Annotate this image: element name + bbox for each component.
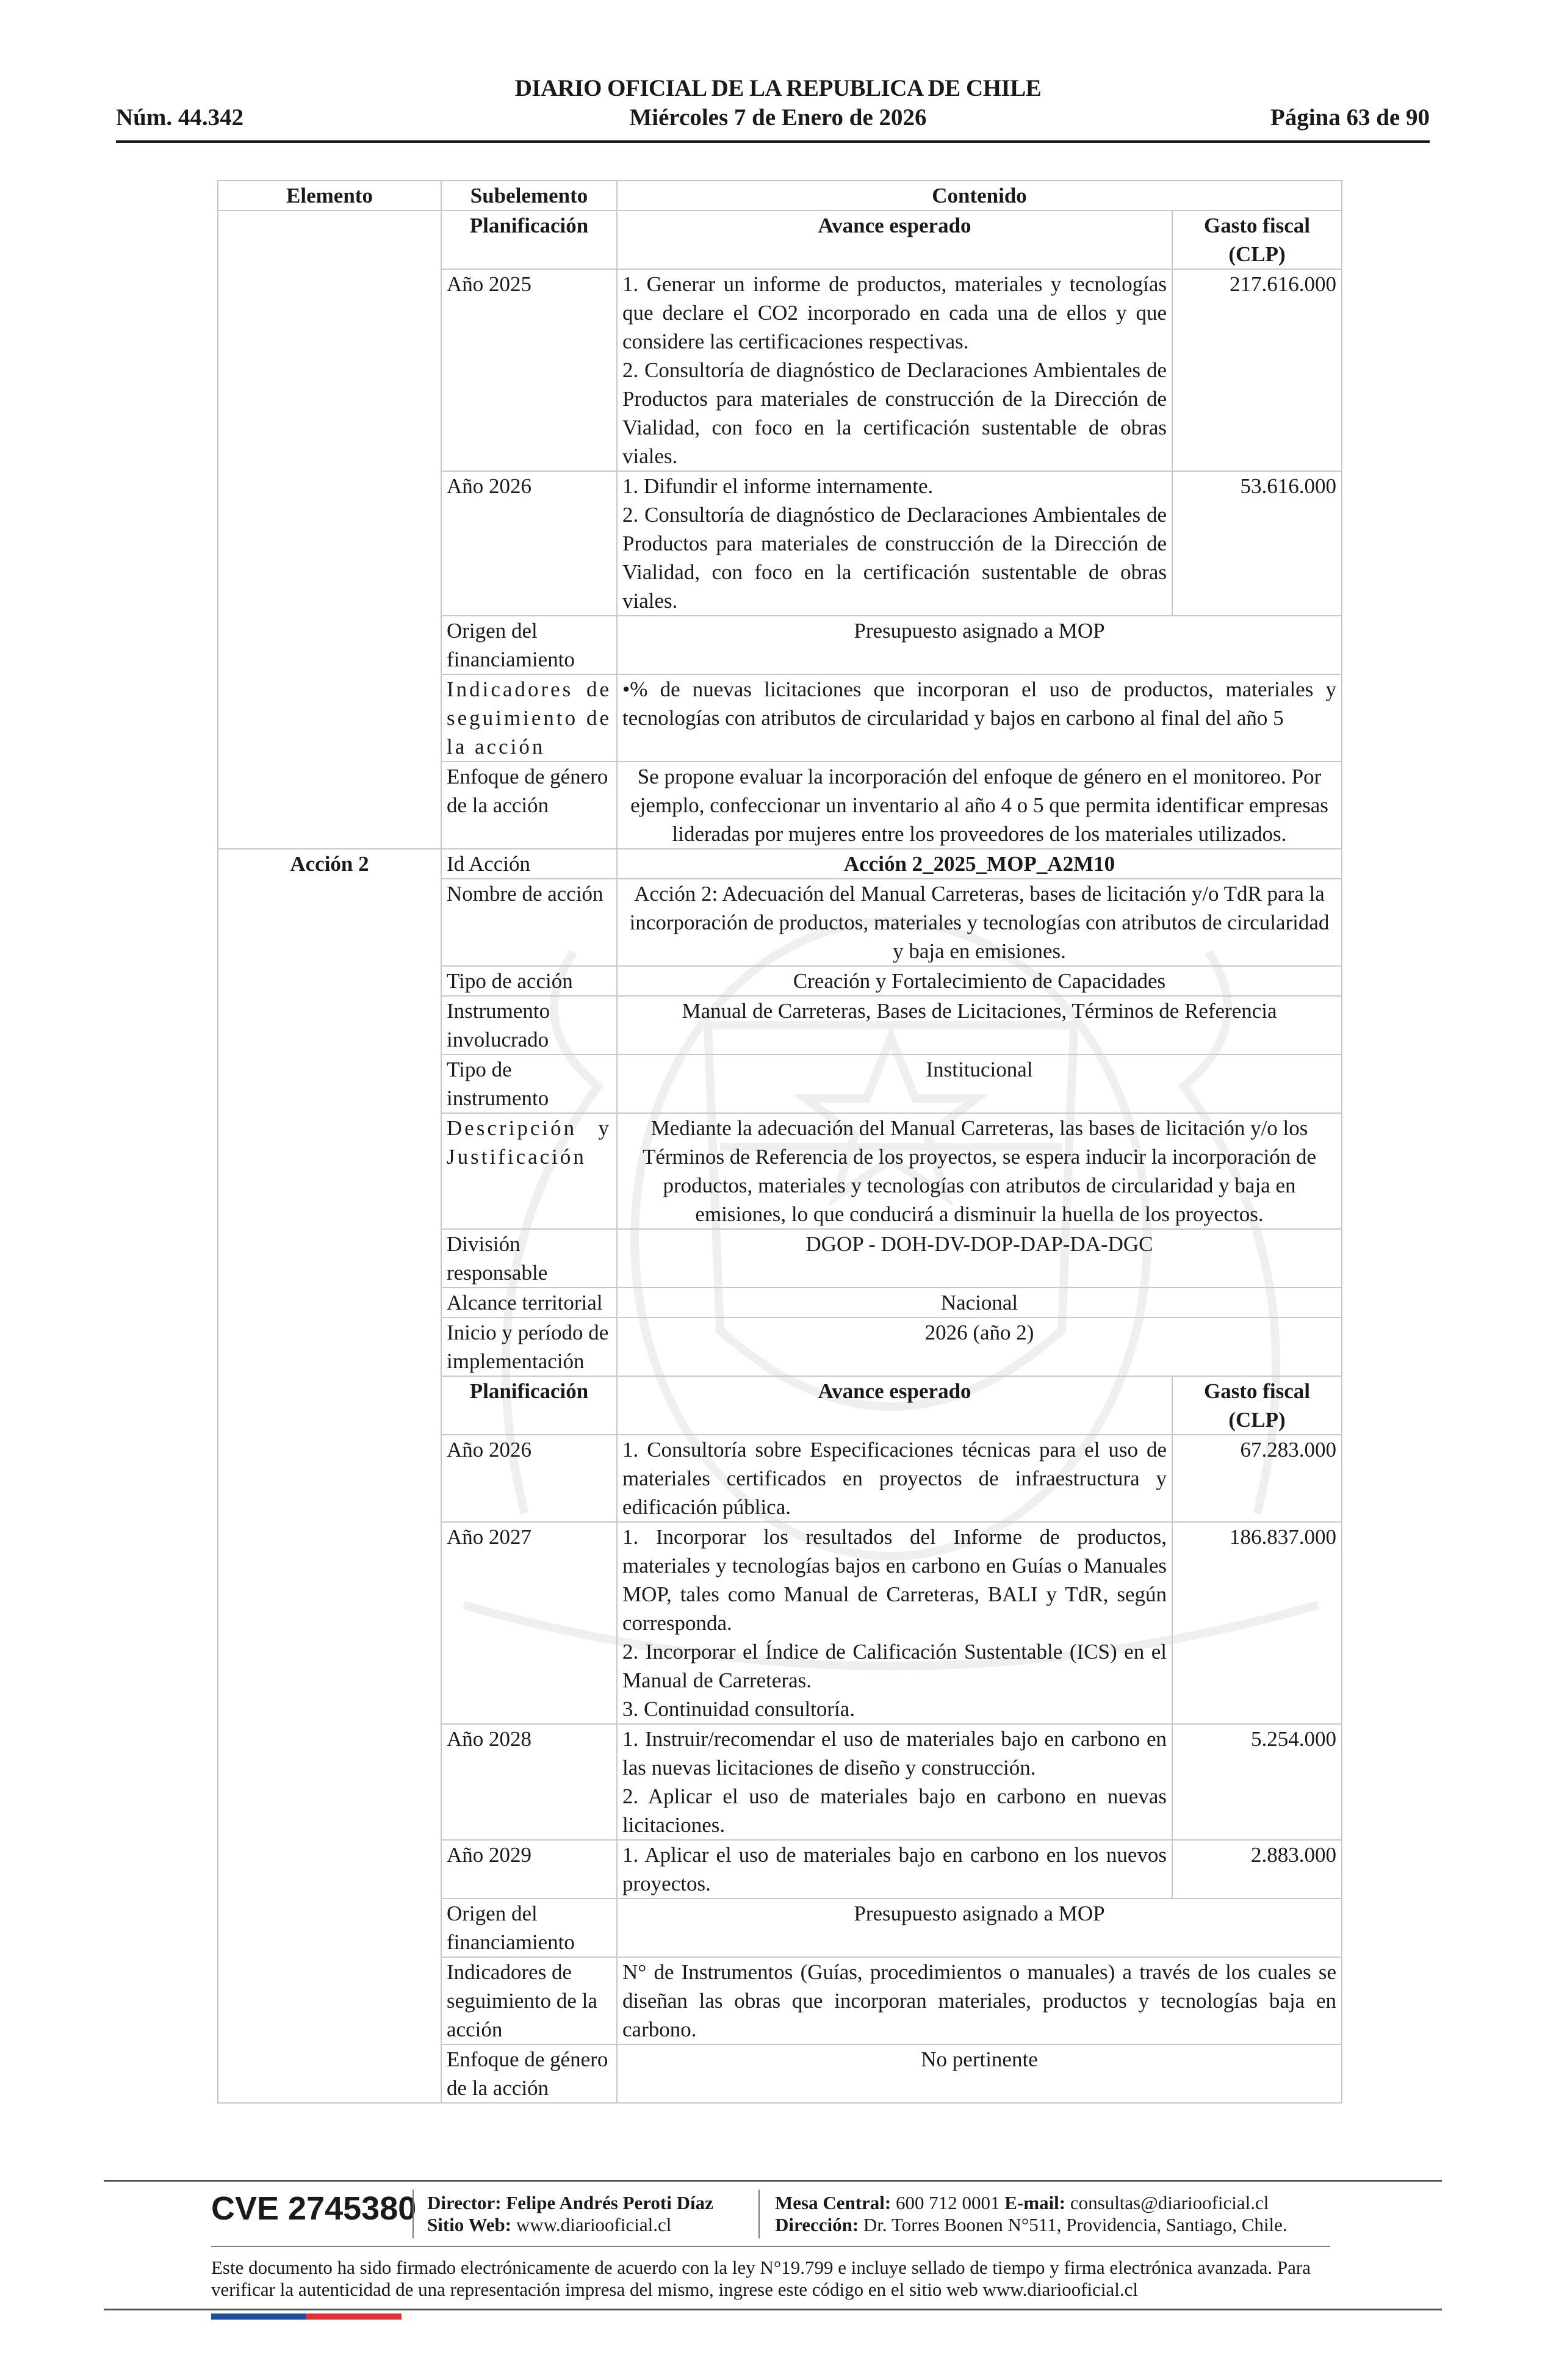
col-header-elemento: Elemento xyxy=(218,181,441,211)
field-label: Enfoque de género de la acción xyxy=(441,2044,617,2103)
mesa-label: Mesa Central: xyxy=(775,2192,891,2213)
newspaper-title: DIARIO OFICIAL DE LA REPUBLICA DE CHILE xyxy=(514,75,1042,101)
field-label: Indicadores de seguimiento de la acción xyxy=(441,674,617,762)
plan-avance xyxy=(617,1724,1172,1840)
plan-year: Año 2026 xyxy=(441,471,617,616)
direccion-value: Dr. Torres Boonen N°511, Providencia, Santiago, Chile. xyxy=(863,2214,1288,2235)
page-indicator: Página 63 de 90 xyxy=(1270,104,1430,131)
plan-line: 1. Instruir/recomendar el uso de materiales bajo en carbono en las nuevas licitaciones de diseño y construcción. xyxy=(622,1727,1167,1780)
header-rule xyxy=(116,140,1430,143)
field-value: Acción 2: Adecuación del Manual Carreteras, bases de licitación y/o TdR para la incorporación de productos, materiales y tecnologías con atributos de circularidad y baja en emisiones. xyxy=(617,879,1342,966)
plan-amount: 217.616.000 xyxy=(1172,269,1342,471)
flag-bar-red xyxy=(306,2313,402,2320)
plan-header-gasto: Gasto fiscal (CLP) xyxy=(1172,1376,1342,1435)
plan-header-avance: Avance esperado xyxy=(617,1376,1172,1435)
plan-line: 1. Aplicar el uso de materiales bajo en carbono en los nuevos proyectos. xyxy=(622,1843,1167,1895)
field-value: DGOP - DOH-DV-DOP-DAP-DA-DGC xyxy=(617,1229,1342,1288)
issue-number: Núm. 44.342 xyxy=(116,104,244,131)
web-label: Sitio Web: xyxy=(427,2214,512,2235)
plan-avance xyxy=(617,471,1172,616)
col-header-contenido: Contenido xyxy=(617,181,1342,211)
email-label: E-mail: xyxy=(1004,2192,1066,2213)
plan-amount: 53.616.000 xyxy=(1172,471,1342,616)
direccion-label: Dirección: xyxy=(775,2214,859,2235)
col-header-subelemento: Subelemento xyxy=(441,181,617,211)
field-value: Acción 2_2025_MOP_A2M10 xyxy=(617,849,1342,879)
field-value: Mediante la adecuación del Manual Carreteras, las bases de licitación y/o los Términos de Referencia de los proyectos, se espera inducir la incorporación de productos, materiales y tecnologías con atributos de circularidad y baja en emisiones, lo que conducirá a disminuir la huella de los proyectos. xyxy=(617,1113,1342,1229)
plan-line: 1. Difundir el informe internamente. xyxy=(622,474,934,498)
footer-rule-top xyxy=(104,2180,1442,2182)
plan-year: Año 2026 xyxy=(441,1435,617,1522)
footer-director-block xyxy=(427,2192,713,2236)
plan-header-avance: Avance esperado xyxy=(617,211,1172,269)
field-value: Creación y Fortalecimiento de Capacidades xyxy=(617,966,1342,996)
field-value: Presupuesto asignado a MOP xyxy=(617,1899,1342,1957)
plan-year: Año 2029 xyxy=(441,1840,617,1899)
field-value: Nacional xyxy=(617,1288,1342,1318)
plan-year: Año 2025 xyxy=(441,269,617,471)
plan1-header-row xyxy=(218,211,1342,269)
plan-avance xyxy=(617,1840,1172,1899)
field-label: Enfoque de género de la acción xyxy=(441,762,617,849)
plan-line: 1. Consultoría sobre Especificaciones técnicas para el uso de materiales certificados en proyectos de infraestructura y edificación pública. xyxy=(622,1438,1167,1519)
plan-line: 2. Incorporar el Índice de Calificación Sustentable (ICS) en el Manual de Carreteras. xyxy=(622,1640,1167,1692)
footer-legal-text: Este documento ha sido firmado electrónicamente de acuerdo con la ley N°19.799 e incluye sellado de tiempo y firma electrónica avanzada. Para verificar la autenticidad de una representación impresa del mismo, ingrese este código en el sitio web www.diariooficial.cl xyxy=(211,2257,1311,2300)
field-value: 2026 (año 2) xyxy=(617,1318,1342,1376)
footer-separator xyxy=(758,2190,760,2238)
web-link[interactable]: www.diariooficial.cl xyxy=(516,2214,672,2235)
plan-line: 2. Aplicar el uso de materiales bajo en carbono en nuevas licitaciones. xyxy=(622,1784,1167,1837)
field-label: Alcance territorial xyxy=(441,1288,617,1318)
field-label: Tipo de instrumento xyxy=(441,1055,617,1113)
footer-contact-block xyxy=(775,2192,1288,2236)
plan-line: 1. Generar un informe de productos, materiales y tecnologías que declare el CO2 incorporado en cada una de ellos y que considere las certificaciones respectivas. xyxy=(622,272,1167,353)
plan-year: Año 2028 xyxy=(441,1724,617,1840)
email-link[interactable]: consultas@diariooficial.cl xyxy=(1070,2192,1269,2213)
plan-header-planificacion: Planificación xyxy=(441,211,617,269)
elemento-cell-accion1 xyxy=(218,211,441,849)
plan-avance xyxy=(617,1522,1172,1724)
field-label: Nombre de acción xyxy=(441,879,617,966)
plan-year: Año 2027 xyxy=(441,1522,617,1724)
flag-bar-blue xyxy=(211,2313,306,2320)
field-label: Inicio y período de implementación xyxy=(441,1318,617,1376)
action-table xyxy=(217,180,1342,2104)
mesa-phone: 600 712 0001 xyxy=(896,2192,1000,2213)
table-header-row xyxy=(218,181,1342,211)
plan-header-planificacion: Planificación xyxy=(441,1376,617,1435)
plan-line: 1. Incorporar los resultados del Informe de productos, materiales y tecnologías bajos en carbono en Guías o Manuales MOP, tales como Manual de Carreteras, BALI y TdR, según corresponda. xyxy=(622,1525,1167,1635)
field-value: No pertinente xyxy=(617,2044,1342,2103)
field-label: Indicadores de seguimiento de la acción xyxy=(441,1957,617,2044)
cve-code: CVE 2745380 xyxy=(211,2190,417,2227)
plan-line: 3. Continuidad consultoría. xyxy=(622,1697,855,1721)
plan-line: 2. Consultoría de diagnóstico de Declaraciones Ambientales de Productos para materiales de construcción de la Dirección de Vialidad, con foco en la certificación sustentable de obras viales. xyxy=(622,503,1167,613)
field-value: Se propone evaluar la incorporación del enfoque de género en el monitoreo. Por ejemplo, confeccionar un inventario al año 4 o 5 que permita identificar empresas lideradas por mujeres entre los proveedores de los materiales utilizados. xyxy=(617,762,1342,849)
plan-avance xyxy=(617,269,1172,471)
field-value: Manual de Carreteras, Bases de Licitaciones, Términos de Referencia xyxy=(617,996,1342,1055)
footer-separator xyxy=(412,2190,414,2238)
plan-line: 2. Consultoría de diagnóstico de Declaraciones Ambientales de Productos para materiales de construcción de la Dirección de Vialidad, con foco en la certificación sustentable de obras viales. xyxy=(622,358,1167,468)
field-label: División responsable xyxy=(441,1229,617,1288)
plan-header-gasto: Gasto fiscal (CLP) xyxy=(1172,211,1342,269)
field-label: Instrumento involucrado xyxy=(441,996,617,1055)
director-label: Director: xyxy=(427,2192,502,2213)
field-label: Id Acción xyxy=(441,849,617,879)
table-row xyxy=(218,849,1342,879)
field-label: Descripción y Justificación xyxy=(441,1113,617,1229)
plan-amount: 186.837.000 xyxy=(1172,1522,1342,1724)
footer-rule-bottom xyxy=(104,2309,1442,2310)
field-value: •% de nuevas licitaciones que incorporan el uso de productos, materiales y tecnologías con atributos de circularidad y bajos en carbono al final del año 5 xyxy=(617,674,1342,762)
field-value: N° de Instrumentos (Guías, procedimientos o manuales) a través de los cuales se diseñan las obras que incorporan materiales, productos y tecnologías baja en carbono. xyxy=(617,1957,1342,2044)
plan-amount: 2.883.000 xyxy=(1172,1840,1342,1899)
plan-amount: 5.254.000 xyxy=(1172,1724,1342,1840)
field-value: Presupuesto asignado a MOP xyxy=(617,616,1342,674)
plan-avance xyxy=(617,1435,1172,1522)
director-name: Felipe Andrés Peroti Díaz xyxy=(506,2192,713,2213)
plan-amount: 67.283.000 xyxy=(1172,1435,1342,1522)
field-label: Tipo de acción xyxy=(441,966,617,996)
field-label: Origen del financiamiento xyxy=(441,616,617,674)
elemento-cell-accion2: Acción 2 xyxy=(218,849,441,2103)
field-label: Origen del financiamiento xyxy=(441,1899,617,1957)
field-value: Institucional xyxy=(617,1055,1342,1113)
footer-rule-middle xyxy=(211,2246,1330,2247)
issue-date: Miércoles 7 de Enero de 2026 xyxy=(629,104,927,131)
